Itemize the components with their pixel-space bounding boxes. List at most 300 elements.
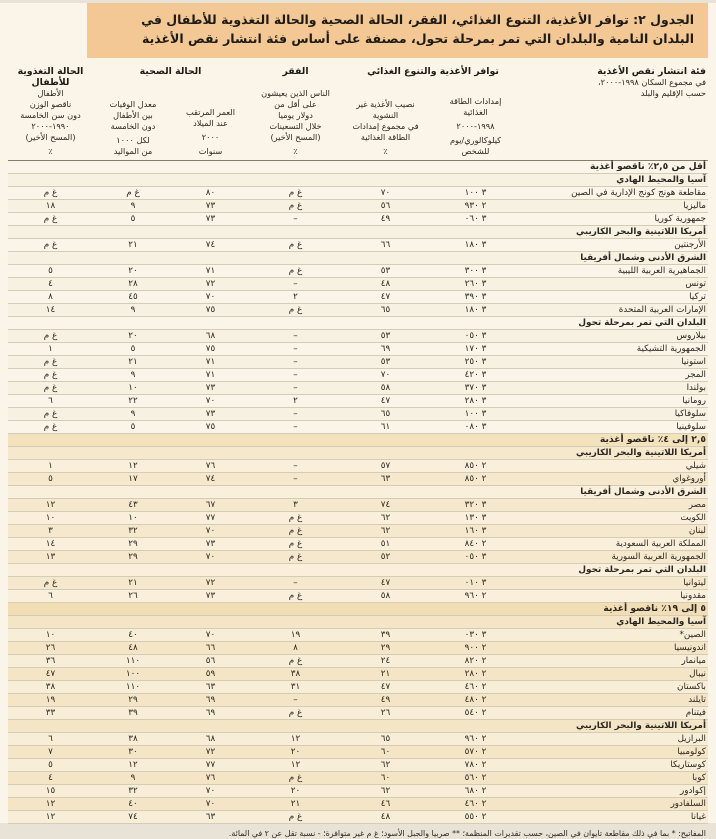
under5-mortality-cell: ١١٠ xyxy=(93,654,173,667)
data-table xyxy=(8,63,708,824)
underweight-children-cell: غ م xyxy=(8,186,93,199)
des-value: ٣ ١٠٠ xyxy=(464,187,487,198)
country-name-cell: كولومبيا xyxy=(523,745,708,758)
poverty-label-line: دولار يوميا xyxy=(278,109,313,120)
country-name-cell: ميانمار xyxy=(523,654,708,667)
country-name-cell: سلوفاكيا xyxy=(523,407,708,420)
des-value: ٣ ١٠٠ xyxy=(464,408,487,419)
country-row xyxy=(8,342,708,355)
country-row xyxy=(8,771,708,784)
under5-mortality-cell: ٥ xyxy=(93,212,173,225)
country-name-cell: المملكة العربية السعودية xyxy=(523,537,708,550)
des-cell xyxy=(428,329,523,342)
region-name: أمريكا اللاتينية والبحر الكاريبي xyxy=(8,225,708,238)
nonstarch-share-cell: ٦٦ xyxy=(343,238,428,251)
underweight-children-cell: ٥ xyxy=(8,758,93,771)
country-row xyxy=(8,199,708,212)
country-name-cell: الأرجنتين xyxy=(523,238,708,251)
underweight-children-cell: ٤ xyxy=(8,277,93,290)
underweight-children-cell: ٥ xyxy=(8,264,93,277)
poverty-cell: غ م xyxy=(248,186,343,199)
underweight-children-cell: ١٩ xyxy=(8,693,93,706)
poverty-cell: ٨ xyxy=(248,641,343,654)
poverty-cell: ٢ xyxy=(248,394,343,407)
poverty-cell: – xyxy=(248,459,343,472)
des-value: ٣ ٢٥٠ xyxy=(464,356,487,367)
under5-mortality-cell: ٩ xyxy=(93,368,173,381)
country-name-cell: نيبال xyxy=(523,667,708,680)
life-expectancy-cell: ٧٣ xyxy=(173,199,248,212)
underweight-children-cell: ١٢ xyxy=(8,498,93,511)
life-expectancy-cell: ٧٥ xyxy=(173,420,248,433)
nonstarch-share-cell: ٢٤ xyxy=(343,654,428,667)
des-cell xyxy=(428,186,523,199)
des-cell xyxy=(428,693,523,706)
life-expectancy-cell: ٦٩ xyxy=(173,706,248,719)
poverty-cell: غ م xyxy=(248,199,343,212)
life-expectancy-cell: ٦٣ xyxy=(173,810,248,823)
des-column-header xyxy=(428,88,523,161)
underweight-children-cell: غ م xyxy=(8,381,93,394)
under5-mortality-cell: ١٠ xyxy=(93,381,173,394)
des-cell xyxy=(428,589,523,602)
region-name: أمريكا اللاتينية والبحر الكاريبي xyxy=(8,719,708,732)
nonstarch-share-cell: ٥٣ xyxy=(343,329,428,342)
country-row xyxy=(8,732,708,745)
region-header-row xyxy=(8,446,708,459)
country-row xyxy=(8,381,708,394)
region-header-row xyxy=(8,615,708,628)
nonstarch-share-cell: ٦٢ xyxy=(343,524,428,537)
poverty-cell: ١٩ xyxy=(248,628,343,641)
des-cell xyxy=(428,680,523,693)
region-header-row xyxy=(8,225,708,238)
des-value: ٣ ٣٩٠ xyxy=(464,291,487,302)
country-row xyxy=(8,797,708,810)
under5-mortality-cell: ٤٠ xyxy=(93,628,173,641)
poverty-label-line: على أقل من xyxy=(274,98,317,109)
poverty-cell: غ م xyxy=(248,511,343,524)
country-row xyxy=(8,758,708,771)
under5-mortality-cell: ٢٩ xyxy=(93,550,173,563)
underweight-label-line: دون سن الخامسة xyxy=(20,109,81,120)
country-name-cell: تركيا xyxy=(523,290,708,303)
des-cell xyxy=(428,667,523,680)
country-row xyxy=(8,459,708,472)
des-value: ٢ ٨٥٠ xyxy=(464,460,487,471)
des-cell xyxy=(428,771,523,784)
life-expectancy-cell: ٧١ xyxy=(173,355,248,368)
des-value: ٣ ١٦٠ xyxy=(464,525,487,536)
country-name-cell: باكستان xyxy=(523,680,708,693)
life-expectancy-cell: ٧٠ xyxy=(173,290,248,303)
table-title: الجدول ٢: توافر الأغذية، التنوع الغذائي، الفقر، الحالة الصحية والحالة التغذوية للأطفال في البلدان النامية والبلدان التي تمر بمرحلة تحول، مصنفة على أساس فئة انتشار نقص الأغذية xyxy=(141,12,694,46)
des-cell xyxy=(428,199,523,212)
des-cell xyxy=(428,264,523,277)
region-header-row xyxy=(8,173,708,186)
poverty-cell: ٣١ xyxy=(248,680,343,693)
nonstarch-unit: ٪ xyxy=(383,145,388,156)
underweight-children-cell: ١٤ xyxy=(8,303,93,316)
under5-mortality-cell: ٢٠ xyxy=(93,264,173,277)
nonstarch-share-cell: ٥٢ xyxy=(343,550,428,563)
nutrition-group-header: الحالة التغذوية للأطفال xyxy=(17,65,84,88)
country-row xyxy=(8,745,708,758)
country-row xyxy=(8,394,708,407)
region-name: البلدان التي تمر بمرحلة تحول xyxy=(8,563,708,576)
underweight-column-header xyxy=(8,88,93,161)
category-subtitle-2: حسب الإقليم والبلد xyxy=(640,87,706,98)
under5-mortality-cell: ٩ xyxy=(93,199,173,212)
nonstarch-share-cell: ٤٩ xyxy=(343,212,428,225)
life-expectancy-cell: ٦٨ xyxy=(173,329,248,342)
nonstarch-share-cell: ٦٠ xyxy=(343,771,428,784)
des-value: ٣ ٢٨٠ xyxy=(464,395,487,406)
poverty-cell: – xyxy=(248,277,343,290)
des-cell xyxy=(428,745,523,758)
des-cell xyxy=(428,524,523,537)
des-value: ٢ ٩٦٠ xyxy=(464,733,487,744)
life-expectancy-cell: ٧٧ xyxy=(173,758,248,771)
country-name-cell: أوروغواي xyxy=(523,472,708,485)
nonstarch-share-cell: ٥٦ xyxy=(343,199,428,212)
food-availability-group-header: توافر الأغذية والتنوع الغذائي xyxy=(367,65,499,77)
underweight-period: ١٩٩٠-٢٠٠٠ xyxy=(31,120,70,131)
underweight-children-cell: غ م xyxy=(8,355,93,368)
document-page xyxy=(0,3,716,838)
nonstarch-share-cell: ٤٧ xyxy=(343,680,428,693)
nonstarch-share-cell: ٢١ xyxy=(343,667,428,680)
nonstarch-share-cell: ٥٣ xyxy=(343,264,428,277)
des-cell xyxy=(428,758,523,771)
des-cell xyxy=(428,732,523,745)
nonstarch-share-cell: ٥٣ xyxy=(343,355,428,368)
life-expectancy-cell: ٧٥ xyxy=(173,303,248,316)
nonstarch-share-cell: ٤٧ xyxy=(343,290,428,303)
country-name-cell: اندونيسيا xyxy=(523,641,708,654)
life-expectancy-cell: ٧٣ xyxy=(173,589,248,602)
poverty-cell: – xyxy=(248,212,343,225)
des-value: ٢ ٨٤٠ xyxy=(464,538,487,549)
des-value: ٢ ٦٨٠ xyxy=(464,785,487,796)
under5-mortality-cell: ٣٢ xyxy=(93,524,173,537)
country-row xyxy=(8,472,708,485)
poverty-cell: ١٢ xyxy=(248,758,343,771)
life-expectancy-cell: ٧٥ xyxy=(173,342,248,355)
life-expectancy-cell: ٧٠ xyxy=(173,628,248,641)
underweight-children-cell: ١٢ xyxy=(8,810,93,823)
des-cell xyxy=(428,368,523,381)
life-expectancy-column-header xyxy=(173,88,248,161)
des-cell xyxy=(428,628,523,641)
des-cell xyxy=(428,537,523,550)
life-expectancy-cell: ٧٢ xyxy=(173,576,248,589)
underweight-children-cell: ١٠ xyxy=(8,628,93,641)
underweight-children-cell: غ م xyxy=(8,368,93,381)
under5-mortality-cell: ٢٩ xyxy=(93,693,173,706)
country-name-cell: استونيا xyxy=(523,355,708,368)
poverty-cell: غ م xyxy=(248,706,343,719)
poverty-unit: ٪ xyxy=(293,145,298,156)
des-cell xyxy=(428,277,523,290)
des-cell xyxy=(428,459,523,472)
country-row xyxy=(8,524,708,537)
underweight-children-cell: ٤ xyxy=(8,771,93,784)
poverty-cell: – xyxy=(248,329,343,342)
region-header-row xyxy=(8,316,708,329)
poverty-label-line: الناس الذين يعيشون xyxy=(261,87,330,98)
country-name-cell: فيتنام xyxy=(523,706,708,719)
des-cell xyxy=(428,238,523,251)
life-expectancy-cell: ٧٠ xyxy=(173,394,248,407)
underweight-label-line: (المسح الأخير) xyxy=(25,131,76,142)
des-cell xyxy=(428,641,523,654)
region-name: آسيا والمحيط الهادي xyxy=(8,615,708,628)
des-cell xyxy=(428,472,523,485)
under5-mortality-cell: ١٠ xyxy=(93,511,173,524)
under5-mortality-cell: ٥ xyxy=(93,342,173,355)
under5-mortality-cell: ١٢ xyxy=(93,459,173,472)
under5-mortality-cell: ٤٣ xyxy=(93,498,173,511)
under5-mortality-cell: ٢٨ xyxy=(93,277,173,290)
country-name-cell: غيانا xyxy=(523,810,708,823)
des-value: ٣ ٠٥٠ xyxy=(464,330,487,341)
underweight-children-cell: غ م xyxy=(8,576,93,589)
nonstarch-share-cell: ٧٠ xyxy=(343,186,428,199)
underweight-children-cell: ١٢ xyxy=(8,797,93,810)
underweight-children-cell: ١٥ xyxy=(8,784,93,797)
life-expectancy-cell: ٧٤ xyxy=(173,238,248,251)
country-row xyxy=(8,303,708,316)
country-row xyxy=(8,186,708,199)
des-value: ٣ ١٨٠ xyxy=(464,239,487,250)
region-name: البلدان التي تمر بمرحلة تحول xyxy=(8,316,708,329)
des-cell xyxy=(428,550,523,563)
region-name: الشرق الأدنى وشمال أفريقيا xyxy=(8,485,708,498)
underweight-children-cell: ٣ xyxy=(8,524,93,537)
des-cell xyxy=(428,212,523,225)
poverty-cell: – xyxy=(248,472,343,485)
life-expectancy-cell: ٧٣ xyxy=(173,381,248,394)
under5-mortality-cell: ٤٠ xyxy=(93,797,173,810)
underweight-children-cell: ١ xyxy=(8,459,93,472)
life-label-line: العمر المرتقب xyxy=(185,106,236,117)
des-cell xyxy=(428,797,523,810)
country-row xyxy=(8,264,708,277)
region-header-row xyxy=(8,563,708,576)
under5-mortality-cell: ١٠٠ xyxy=(93,667,173,680)
des-cell xyxy=(428,706,523,719)
country-name-cell: سلوفينيا xyxy=(523,420,708,433)
des-label-line: الغذائية xyxy=(463,106,488,117)
nonstarch-share-cell: ٦٩ xyxy=(343,342,428,355)
mortality-label-line: بين الأطفال xyxy=(113,109,153,120)
country-row xyxy=(8,628,708,641)
poverty-cell: غ م xyxy=(248,810,343,823)
country-row xyxy=(8,498,708,511)
nonstarch-share-cell: ٤٦ xyxy=(343,797,428,810)
under5-mortality-cell: ٤٨ xyxy=(93,641,173,654)
poverty-cell: – xyxy=(248,355,343,368)
underweight-children-cell: ٤٧ xyxy=(8,667,93,680)
mortality-unit-line: من المواليد xyxy=(113,145,153,156)
underweight-children-cell: ٣٣ xyxy=(8,706,93,719)
country-name-cell: كوستاريكا xyxy=(523,758,708,771)
under5-mortality-cell: ٢٠ xyxy=(93,329,173,342)
nonstarch-share-cell: ٦١ xyxy=(343,420,428,433)
des-cell xyxy=(428,810,523,823)
table-body xyxy=(8,160,708,823)
section-title: ٥ إلى ١٩٪ ناقصو أغذية xyxy=(8,602,708,615)
des-value: ٢ ٤٦٠ xyxy=(464,681,487,692)
life-expectancy-cell: ٧١ xyxy=(173,368,248,381)
nonstarch-share-cell: ٦٥ xyxy=(343,732,428,745)
under5-mortality-cell: ٣٨ xyxy=(93,732,173,745)
country-name-cell: رومانيا xyxy=(523,394,708,407)
nonstarch-label-line: في مجموع إمدادات xyxy=(352,120,419,131)
des-value: ٣ ٠٣٠ xyxy=(464,629,487,640)
life-expectancy-cell: ٦٨ xyxy=(173,732,248,745)
country-name-cell: مقاطعة هونج كونج الإدارية في الصين xyxy=(523,186,708,199)
poverty-cell: ٢٠ xyxy=(248,745,343,758)
country-name-cell: السلفادور xyxy=(523,797,708,810)
life-expectancy-cell: ٧٧ xyxy=(173,511,248,524)
nonstarch-label-line: نصيب الأغذية غير النشوية xyxy=(356,98,415,120)
under5-mortality-cell: ٢١ xyxy=(93,238,173,251)
under5-mortality-cell: ٣٠ xyxy=(93,745,173,758)
des-cell xyxy=(428,654,523,667)
poverty-cell: – xyxy=(248,342,343,355)
underweight-children-cell: غ م xyxy=(8,238,93,251)
nonstarch-label-line: الطاقة الغذائية xyxy=(360,131,411,142)
life-expectancy-cell: ٧٠ xyxy=(173,784,248,797)
des-cell xyxy=(428,420,523,433)
des-value: ٢ ٧٨٠ xyxy=(464,759,487,770)
country-name-cell: الجمهورية العربية السورية xyxy=(523,550,708,563)
underweight-children-cell: ٦ xyxy=(8,732,93,745)
poverty-cell: – xyxy=(248,576,343,589)
country-name-cell: كوبا xyxy=(523,771,708,784)
under5-mortality-cell: ٩ xyxy=(93,407,173,420)
under5-mortality-cell: ٩ xyxy=(93,771,173,784)
des-value: ٢ ٤٨٠ xyxy=(464,694,487,705)
poverty-column-header xyxy=(248,88,343,161)
life-expectancy-cell: ٦٦ xyxy=(173,641,248,654)
des-value: ٢ ٥٦٠ xyxy=(464,772,487,783)
nonstarch-share-cell: ٤٨ xyxy=(343,277,428,290)
under5-mortality-cell: ٢١ xyxy=(93,576,173,589)
region-name: آسيا والمحيط الهادي xyxy=(8,173,708,186)
country-name-cell: الجمهورية التشيكية xyxy=(523,342,708,355)
underweight-children-cell: ٦ xyxy=(8,394,93,407)
country-row xyxy=(8,238,708,251)
country-row xyxy=(8,680,708,693)
country-name-cell: جمهورية كوريا xyxy=(523,212,708,225)
des-value: ٢ ٨٢٠ xyxy=(464,655,487,666)
country-name-cell: مقدونيا xyxy=(523,589,708,602)
des-value: ٢ ٥٥٠ xyxy=(464,811,487,822)
underweight-children-cell: ١٣ xyxy=(8,550,93,563)
country-row xyxy=(8,641,708,654)
poverty-cell: غ م xyxy=(248,238,343,251)
des-value: ٢ ٤٦٠ xyxy=(464,798,487,809)
underweight-children-cell: ٨ xyxy=(8,290,93,303)
health-group-header: الحالة الصحية xyxy=(139,65,202,77)
des-cell xyxy=(428,355,523,368)
poverty-cell: – xyxy=(248,407,343,420)
life-expectancy-cell: ٨٠ xyxy=(173,186,248,199)
poverty-cell: ٢٠ xyxy=(248,784,343,797)
des-value: ٣ ٠١٠ xyxy=(464,577,487,588)
under5-mortality-cell: ٩ xyxy=(93,303,173,316)
category-column-header xyxy=(523,63,708,161)
country-row xyxy=(8,784,708,797)
country-row xyxy=(8,368,708,381)
under5-mortality-cell: ٧٤ xyxy=(93,810,173,823)
des-label-line: إمدادات الطاقة xyxy=(449,95,502,106)
under5-mortality-cell: ١٧ xyxy=(93,472,173,485)
life-expectancy-cell: ٧٠ xyxy=(173,550,248,563)
country-name-cell: بولندا xyxy=(523,381,708,394)
country-row xyxy=(8,329,708,342)
des-value: ٣ ٣٧٠ xyxy=(464,382,487,393)
poverty-cell: ٣ xyxy=(248,498,343,511)
under5-mortality-cell: ٣٢ xyxy=(93,784,173,797)
section-header-row xyxy=(8,602,708,615)
country-row xyxy=(8,576,708,589)
country-name-cell: لبنان xyxy=(523,524,708,537)
nonstarch-share-cell: ٦٠ xyxy=(343,745,428,758)
life-expectancy-cell: ٧٠ xyxy=(173,524,248,537)
country-name-cell: الكويت xyxy=(523,511,708,524)
poverty-cell: غ م xyxy=(248,524,343,537)
des-value: ٢ ٥٤٠ xyxy=(464,707,487,718)
country-name-cell: الإمارات العربية المتحدة xyxy=(523,303,708,316)
nonstarch-share-cell: ٤٨ xyxy=(343,810,428,823)
country-row xyxy=(8,212,708,225)
nonstarch-share-cell: ٤٧ xyxy=(343,394,428,407)
nonstarch-share-cell: ٥٨ xyxy=(343,381,428,394)
life-expectancy-cell: ٧١ xyxy=(173,264,248,277)
life-unit: سنوات xyxy=(198,145,223,156)
poverty-label-line: خلال التسعينات xyxy=(269,120,322,131)
des-value: ٣ ٢٦٠ xyxy=(464,278,487,289)
section-title: أقل من ٢,٥٪ ناقصو أغذية xyxy=(8,160,708,173)
underweight-children-cell: ٣٦ xyxy=(8,654,93,667)
poverty-cell: – xyxy=(248,693,343,706)
under5-mortality-cell: ٢٦ xyxy=(93,589,173,602)
life-expectancy-cell: ٧٠ xyxy=(173,797,248,810)
mortality-unit-line: لكل ١٠٠٠ xyxy=(116,134,150,145)
life-period: ٢٠٠٠ xyxy=(201,131,220,142)
country-row xyxy=(8,654,708,667)
footnote-text: المفاتيح: * بما في ذلك مقاطعة تايوان في الصين، حسب تقديرات المنظمة؛ ** صربيا والجبل الأسود؛ غ م غير متوافرة؛ - نسبة تقل عن ٢ في المائة. xyxy=(228,828,706,838)
under5-mortality-cell: ٢١ xyxy=(93,355,173,368)
country-row xyxy=(8,589,708,602)
poverty-cell: ١٢ xyxy=(248,732,343,745)
poverty-cell: غ م xyxy=(248,654,343,667)
nonstarch-share-cell: ٤٧ xyxy=(343,576,428,589)
country-row xyxy=(8,277,708,290)
underweight-children-cell: ٢٦ xyxy=(8,641,93,654)
category-subtitle-1: في مجموع السكان ١٩٩٨-٢٠٠٠، xyxy=(598,76,706,87)
country-name-cell: الصين* xyxy=(523,628,708,641)
poverty-cell: – xyxy=(248,420,343,433)
life-expectancy-cell: ٧٤ xyxy=(173,472,248,485)
life-expectancy-cell: ٦٩ xyxy=(173,693,248,706)
life-expectancy-cell: ٧٣ xyxy=(173,212,248,225)
underweight-children-cell: ١٠ xyxy=(8,511,93,524)
